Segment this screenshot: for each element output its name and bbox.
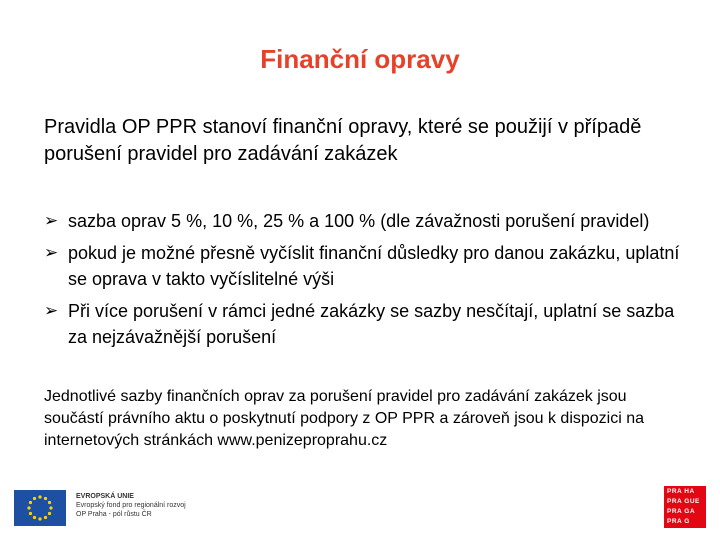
eu-star xyxy=(29,501,32,504)
bullet-text: pokud je možné přesně vyčíslit finanční důsledky pro danou zakázku, uplatní se oprava v takto vyčíslitelné výši xyxy=(68,243,680,289)
eu-star xyxy=(29,512,32,515)
praha-logo xyxy=(664,486,706,528)
eu-star xyxy=(44,516,47,519)
eu-star xyxy=(48,512,51,515)
praha-logo-line: PRA G xyxy=(667,518,690,525)
eu-logo-line: Evropský fond pro regionální rozvoj xyxy=(76,502,186,509)
bullet-item xyxy=(44,298,684,350)
bullet-list xyxy=(44,208,684,356)
bullet-item xyxy=(44,208,684,234)
bullet-text: Při více porušení v rámci jedné zakázky se sazby nesčítají, uplatní se sazba za nejzávažnější porušení xyxy=(68,301,675,347)
bullet-item xyxy=(44,240,684,292)
praha-logo-line: PRA GA xyxy=(667,508,696,515)
arrow-right-icon: ➢ xyxy=(44,243,59,262)
eu-logo-line: OP Praha - pól růstu ČR xyxy=(76,511,152,518)
eu-logo-line: EVROPSKÁ UNIE xyxy=(76,493,134,500)
eu-logo-text xyxy=(76,492,186,519)
arrow-right-icon: ➢ xyxy=(44,211,59,230)
eu-star xyxy=(49,506,52,509)
eu-star xyxy=(33,516,36,519)
eu-star xyxy=(33,497,36,500)
intro-paragraph: Pravidla OP PPR stanoví finanční opravy, které se použijí v případě porušení pravidel pro zadávání zakázek xyxy=(44,116,642,165)
bullet-text: sazba oprav 5 %, 10 %, 25 % a 100 % (dle závažnosti porušení pravidel) xyxy=(68,211,650,231)
eu-star xyxy=(48,501,51,504)
note-paragraph: Jednotlivé sazby finančních oprav za porušení pravidel pro zadávání zakázek jsou součástí právního aktu o poskytnutí podpory z OP PPR a zároveň jsou k dispozici na internetových stránkách www.penizeproprahu.cz xyxy=(44,388,645,449)
eu-flag-logo xyxy=(14,490,66,526)
eu-star xyxy=(38,495,41,498)
eu-star xyxy=(44,497,47,500)
slide-title: Finanční opravy xyxy=(260,44,460,74)
praha-logo-line: PRA HA xyxy=(667,488,695,495)
praha-logo-line: PRA GUE xyxy=(667,498,700,505)
eu-star xyxy=(38,517,41,520)
eu-star xyxy=(27,506,30,509)
arrow-right-icon: ➢ xyxy=(44,301,59,320)
